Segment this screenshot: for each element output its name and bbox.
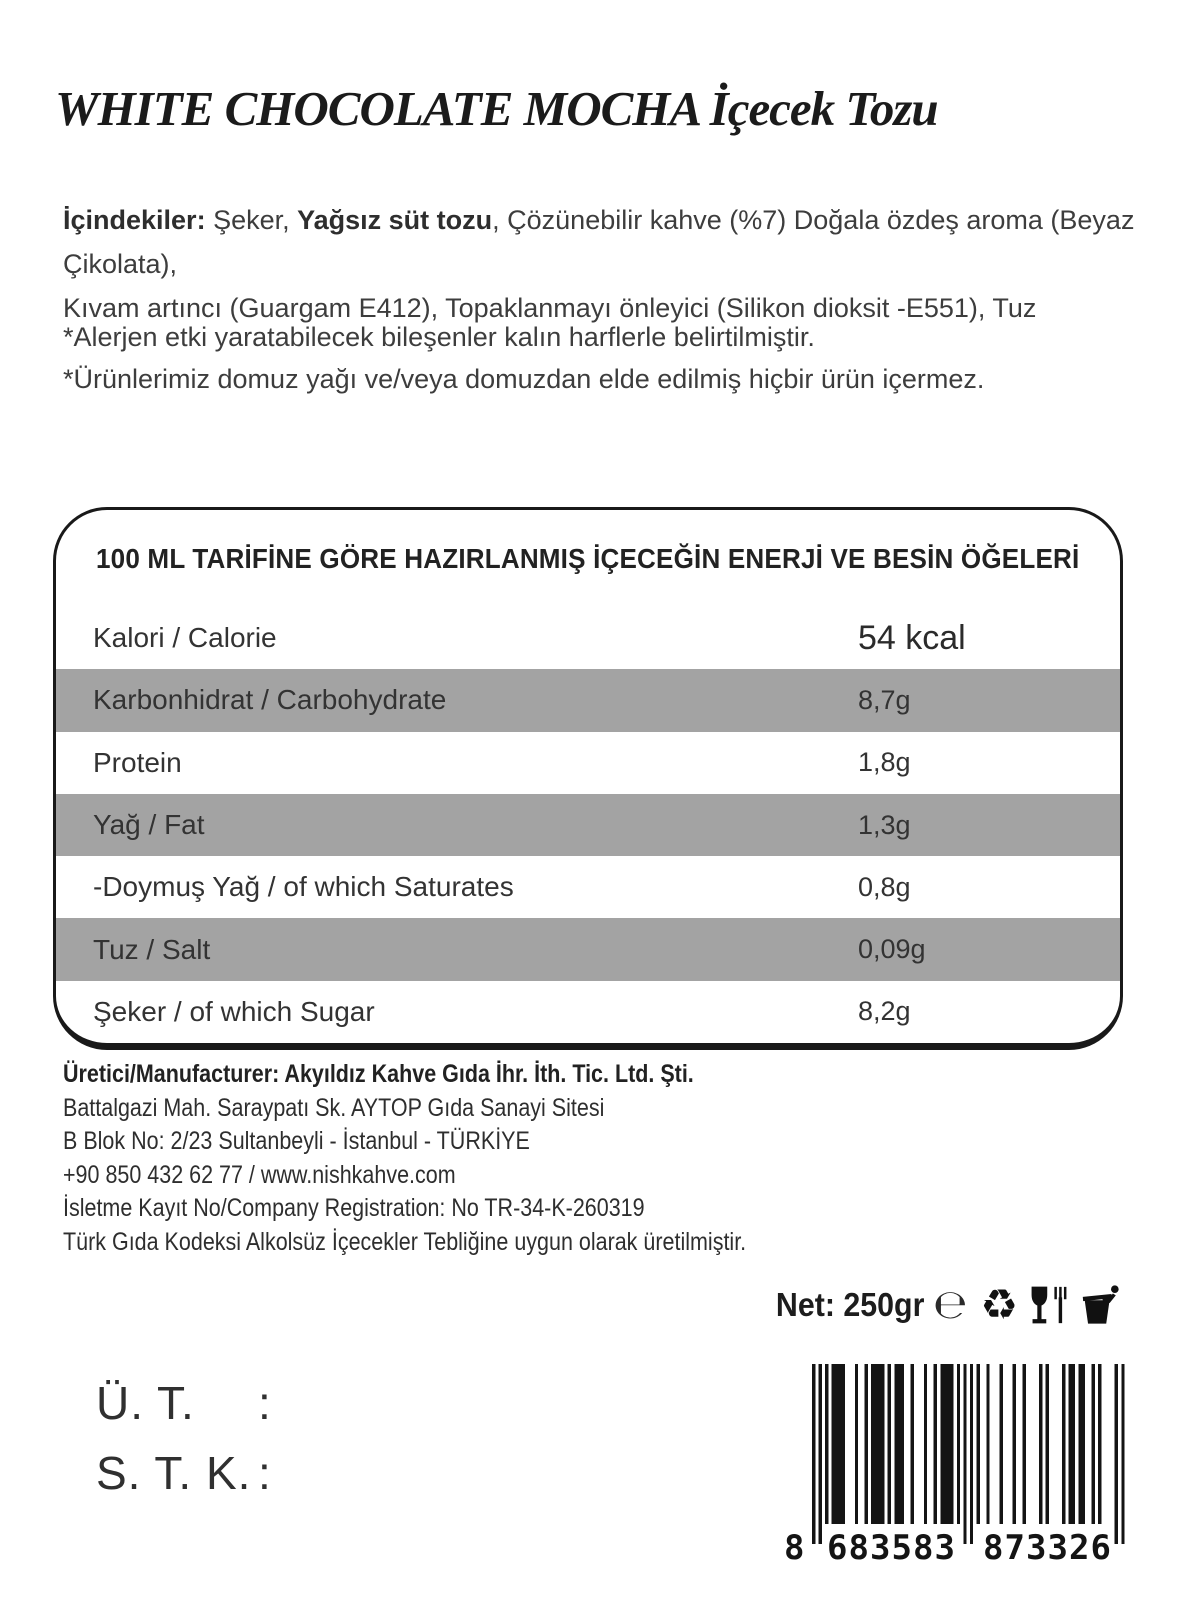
tidyman-trash-icon bbox=[1078, 1283, 1122, 1327]
nutrition-row-saturates bbox=[56, 856, 1120, 918]
net-weight-row bbox=[740, 1280, 1122, 1330]
nutrition-row-value: 1,8g bbox=[858, 747, 911, 778]
ean13-barcode bbox=[782, 1358, 1128, 1566]
production-date-colon: : bbox=[258, 1377, 272, 1429]
nutrition-row-value: 8,7g bbox=[858, 684, 911, 715]
barcode-digits-left: 683583 bbox=[827, 1528, 955, 1566]
nutrition-row-fat bbox=[56, 794, 1120, 856]
ingredients-text-1: Şeker, bbox=[205, 205, 298, 235]
ingredients-text-line2: Kıvam artıncı (Guargam E412), Topaklanmayı önleyici (Silikon dioksit -E551), Tuz bbox=[63, 293, 1037, 323]
nutrition-row-label: Yağ / Fat bbox=[93, 809, 205, 841]
nutrition-row-protein bbox=[56, 732, 1120, 794]
expiry-date-label: S. T. K. bbox=[96, 1447, 252, 1499]
ingredients-text-2: , Çözünebilir kahve (%7) Doğala özdeş aroma (Beyaz Çikolata), bbox=[63, 205, 1135, 279]
allergen-notes bbox=[63, 316, 1063, 400]
glass-fork-icon bbox=[1027, 1283, 1069, 1327]
allergen-note-1: *Alerjen etki yaratabilecek bileşenler kalın harflerle belirtilmiştir. bbox=[63, 322, 815, 352]
net-weight-label: Net: 250gr bbox=[775, 1286, 925, 1323]
nutrition-row-value: 54 kcal bbox=[858, 618, 966, 657]
nutrition-row-label: Protein bbox=[93, 746, 182, 778]
expiry-date-field bbox=[96, 1438, 272, 1508]
manufacturer-address-line1: Battalgazi Mah. Saraypatı Sk. AYTOP Gıda Sanayi Sitesi bbox=[63, 1093, 605, 1122]
production-date-label: Ü. T. bbox=[96, 1377, 195, 1429]
estimated-sign-icon: ℮ bbox=[933, 1282, 968, 1328]
production-date-field bbox=[96, 1368, 272, 1438]
product-title: WHITE CHOCOLATE MOCHA İçecek Tozu bbox=[55, 81, 938, 136]
nutrition-row-salt bbox=[56, 918, 1120, 980]
barcode-digits-right: 873326 bbox=[983, 1528, 1111, 1566]
manufacturer-contact-line: +90 850 432 62 77 / www.nishkahve.com bbox=[63, 1160, 456, 1189]
nutrition-row-value: 0,09g bbox=[858, 934, 926, 965]
nutrition-table-header-text: 100 ML TARİFİNE GÖRE HAZIRLANMIŞ İÇECEĞİN ENERJİ VE BESİN ÖĞELERİ bbox=[96, 542, 1080, 574]
manufacturer-name-line: Üretici/Manufacturer: Akyıldız Kahve Gıda İhr. İth. Tic. Ltd. Şti. bbox=[63, 1060, 694, 1088]
nutrition-row-value: 1,3g bbox=[858, 809, 911, 840]
nutrition-row-value: 8,2g bbox=[858, 996, 911, 1027]
expiry-date-colon: : bbox=[258, 1447, 272, 1499]
nutrition-row-calorie bbox=[56, 607, 1120, 669]
nutrition-row-label: Karbonhidrat / Carbohydrate bbox=[93, 684, 447, 716]
ingredients-allergen-bold: Yağsız süt tozu bbox=[297, 205, 493, 235]
nutrition-row-label: Kalori / Calorie bbox=[93, 622, 277, 654]
nutrition-row-label: Tuz / Salt bbox=[93, 933, 211, 965]
ingredients-label: İçindekiler: bbox=[63, 205, 206, 235]
manufacturer-info bbox=[63, 1058, 963, 1259]
nutrition-table bbox=[53, 507, 1123, 1050]
date-fields bbox=[96, 1368, 272, 1508]
nutrition-row-label: Şeker / of which Sugar bbox=[93, 995, 375, 1027]
nutrition-row-carbohydrate bbox=[56, 669, 1120, 731]
food-codex-compliance-line: Türk Gıda Kodeksi Alkolsüz İçecekler Tebliğine uygun olarak üretilmiştir. bbox=[63, 1227, 747, 1256]
nutrition-row-value: 0,8g bbox=[858, 871, 911, 902]
nutrition-row-label: -Doymuş Yağ / of which Saturates bbox=[93, 871, 514, 903]
allergen-note-2: *Ürünlerimiz domuz yağı ve/veya domuzdan elde edilmiş hiçbir ürün içermez. bbox=[63, 364, 985, 394]
manufacturer-address-line2: B Blok No: 2/23 Sultanbeyli - İstanbul - TÜRKİYE bbox=[63, 1127, 530, 1155]
nutrition-row-sugar bbox=[56, 981, 1120, 1043]
nutrition-table-header bbox=[56, 510, 1120, 607]
company-registration-line: İsletme Kayıt No/Company Registration: No TR-34-K-260319 bbox=[63, 1194, 645, 1222]
ingredients-paragraph bbox=[63, 198, 1168, 330]
barcode-digit-first: 8 bbox=[784, 1528, 805, 1566]
recycle-icon: ♻ bbox=[980, 1280, 1018, 1329]
